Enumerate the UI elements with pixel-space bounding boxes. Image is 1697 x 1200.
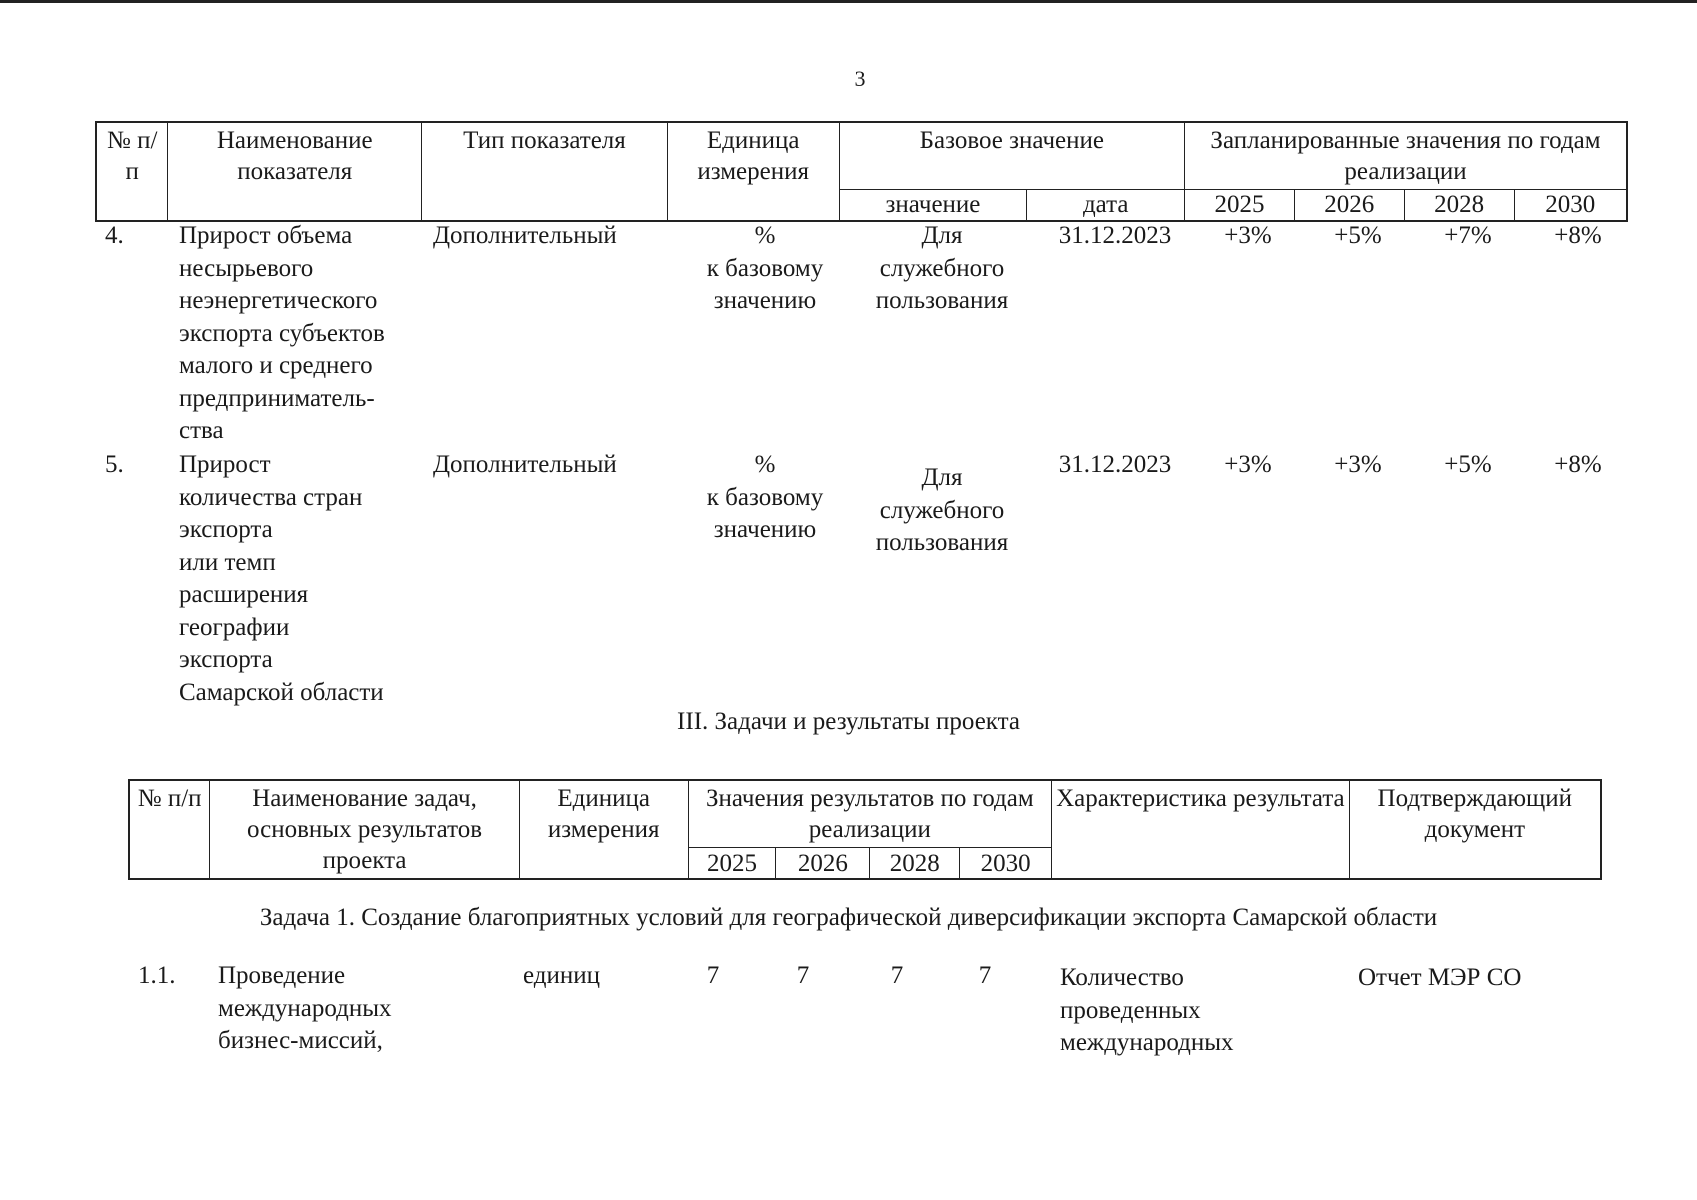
indicator-name-line: или темп	[179, 548, 276, 576]
indicator-unit	[675, 220, 855, 318]
unit-line: значению	[713, 287, 817, 314]
indicator-type: Дополнительный	[433, 451, 617, 478]
header-task-name: Наименование задач, основных результатов проекта	[210, 780, 519, 879]
planned-value: +5%	[1334, 222, 1382, 249]
result-characteristic-line: международных	[1060, 1029, 1234, 1056]
header-result-values: Значения результатов по годам реализации	[688, 780, 1052, 848]
base-value	[857, 462, 1027, 560]
planned-value: +8%	[1554, 222, 1602, 249]
indicator-name-line: географии	[179, 613, 290, 641]
task-title: Задача 1. Создание благоприятных условий для географической диверсификации экспорта Самарской области	[259, 904, 1438, 931]
indicator-unit	[675, 449, 855, 547]
indicator-name-line: ства	[179, 417, 224, 444]
base-value	[857, 220, 1027, 318]
header-result-characteristic: Характеристика результата	[1052, 780, 1350, 879]
row-number: 4.	[105, 222, 124, 249]
base-value-line: пользования	[875, 287, 1009, 314]
indicator-name-line: экспорта субъектов	[179, 319, 385, 347]
indicator-name-line: экспорта	[179, 646, 273, 673]
planned-value: +5%	[1444, 451, 1492, 478]
header-supporting-document: Подтверждающий документ	[1349, 780, 1601, 879]
result-value: 7	[890, 962, 904, 989]
header-num: № п/п	[129, 780, 210, 879]
planned-value: +3%	[1334, 451, 1382, 478]
result-unit: единиц	[523, 962, 601, 989]
unit-line: к базовому	[706, 254, 824, 282]
header-planned-values: Запланированные значения по годам реализации	[1185, 122, 1627, 190]
result-characteristic-line: проведенных	[1060, 996, 1201, 1024]
base-value-line: Для	[921, 464, 963, 491]
top-border-line	[0, 0, 1697, 3]
header-base-value-value: значение	[839, 190, 1027, 221]
indicator-name-line: несырьевого	[179, 254, 314, 282]
indicator-name-line: неэнергетического	[179, 287, 378, 314]
indicator-name-line: экспорта	[179, 516, 273, 543]
supporting-document: Отчет МЭР СО	[1358, 964, 1522, 991]
indicator-name-line: Прирост объема	[179, 222, 353, 249]
indicator-name-line: предприниматель-	[179, 384, 375, 412]
indicator-name-line: расширения	[179, 581, 309, 608]
header-indicator-name: Наименование показателя	[168, 122, 422, 221]
header-base-value: Базовое значение	[839, 122, 1184, 190]
result-value: 7	[706, 962, 720, 989]
unit-line: %	[754, 222, 776, 249]
header-base-value-date: дата	[1027, 190, 1185, 221]
row-number: 1.1.	[138, 962, 176, 989]
unit-line: %	[754, 451, 776, 478]
task-result-name-line: Проведение	[218, 962, 346, 989]
header-year: 2028	[870, 848, 960, 879]
indicator-name	[179, 220, 419, 448]
indicator-name-line: количества стран	[179, 483, 363, 511]
header-year: 2026	[1294, 190, 1404, 221]
header-year: 2030	[960, 848, 1052, 879]
indicator-name-line: Прирост	[179, 451, 271, 478]
indicator-name-line: Самарской области	[179, 678, 384, 706]
base-value-line: служебного	[879, 496, 1005, 524]
header-year: 2028	[1404, 190, 1514, 221]
base-value-line: Для	[921, 222, 963, 249]
result-characteristic-line: Количество	[1060, 964, 1184, 991]
unit-line: к базовому	[706, 483, 824, 511]
tasks-table-header	[128, 779, 1602, 880]
result-value: 7	[978, 962, 992, 989]
header-indicator-type: Тип показателя	[422, 122, 668, 221]
planned-value: +3%	[1224, 222, 1272, 249]
base-date: 31.12.2023	[1058, 222, 1172, 249]
base-value-line: пользования	[875, 529, 1009, 556]
header-unit: Единица измерения	[519, 780, 688, 879]
indicator-type: Дополнительный	[433, 222, 617, 249]
planned-value: +7%	[1444, 222, 1492, 249]
task-result-name-line: международных	[218, 994, 392, 1022]
header-year: 2025	[688, 848, 776, 879]
row-number: 5.	[105, 451, 124, 478]
planned-value: +8%	[1554, 451, 1602, 478]
base-date: 31.12.2023	[1058, 451, 1172, 478]
indicator-name-line: малого и среднего	[179, 352, 373, 379]
page-number: 3	[854, 66, 866, 91]
section-title: III. Задачи и результаты проекта	[677, 708, 1020, 735]
header-num: № п/п	[96, 122, 168, 221]
header-unit: Единица измерения	[667, 122, 839, 221]
indicator-name	[179, 449, 419, 709]
planned-value: +3%	[1224, 451, 1272, 478]
unit-line: значению	[713, 516, 817, 543]
task-result-name-line: бизнес-миссий,	[218, 1027, 383, 1054]
header-year: 2030	[1514, 190, 1627, 221]
indicators-table-header	[95, 121, 1628, 222]
task-result-name	[218, 960, 478, 1058]
header-year: 2026	[776, 848, 870, 879]
result-value: 7	[796, 962, 810, 989]
result-characteristic	[1060, 962, 1320, 1060]
header-year: 2025	[1185, 190, 1295, 221]
base-value-line: служебного	[879, 254, 1005, 282]
